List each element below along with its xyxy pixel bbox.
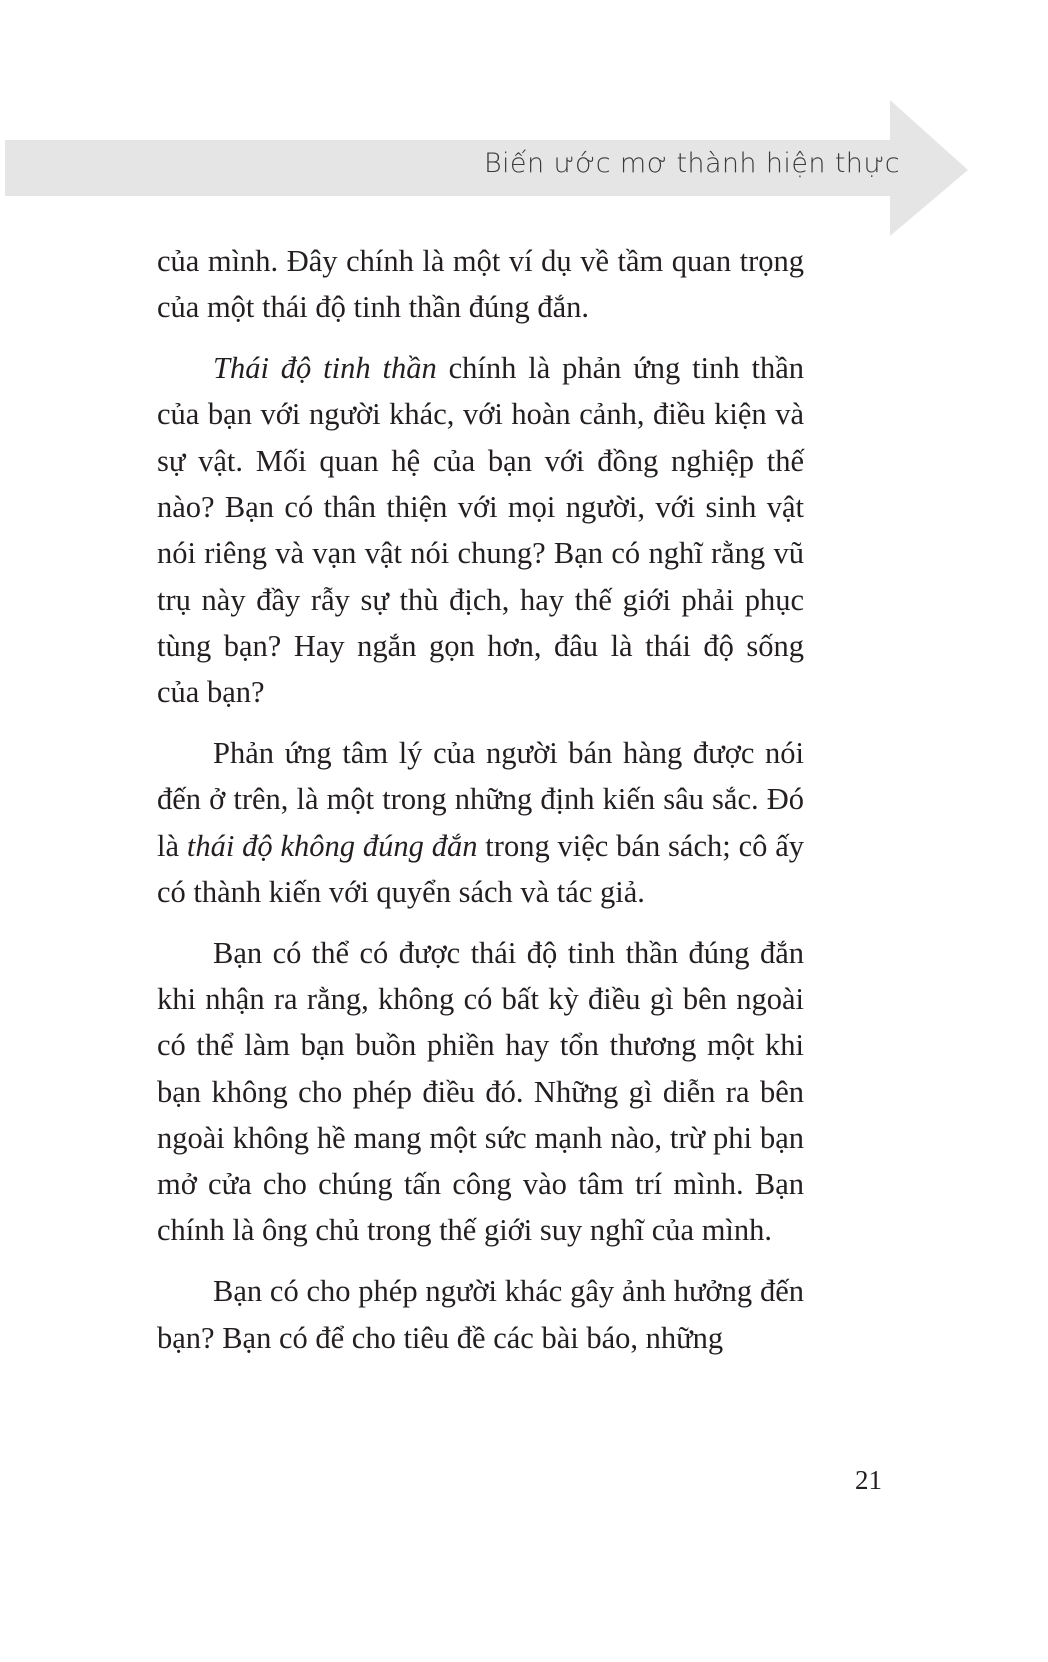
paragraph-3-text-end: trong việc bán sách; cô ấy có thành kiến với quyển sách và tác giả. bbox=[157, 828, 804, 909]
paragraph-3 bbox=[157, 730, 804, 915]
paragraph-4 bbox=[157, 930, 804, 1254]
page-number: 21 bbox=[855, 1465, 882, 1495]
paragraph-2-text: chính là phản ứng tinh thần của bạn với người khác, với hoàn cảnh, điều kiện và sự vật. Mối quan hệ của bạn với đồng nghiệp thế nào? Bạn có thân thiện với mọi người, với sinh vật nói riêng và vạn vật nói chung? Bạn có nghĩ rằng vũ trụ này đầy rẫy sự thù địch, hay thế giới phải phục tùng bạn? Hay ngắn gọn hơn, đâu là thái độ sống của bạn? bbox=[157, 351, 804, 710]
paragraph-4-text: Bạn có thể có được thái độ tinh thần đúng đắn khi nhận ra rằng, không có bất kỳ điều gì bên ngoài có thể làm bạn buồn phiền hay tổn thương một khi bạn không cho phép điều đó. Những gì diễn ra bên ngoài không hề mang một sức mạnh nào, trừ phi bạn mở cửa cho chúng tấn công vào tâm trí mình. Bạn chính là ông chủ trong thế giới suy nghĩ của mình. bbox=[157, 935, 804, 1248]
paragraph-1 bbox=[157, 238, 804, 331]
running-header-title: Biến ước mơ thành hiện thực bbox=[483, 148, 900, 179]
paragraph-2-italic-term: Thái độ tinh thần bbox=[213, 351, 437, 386]
paragraph-5-text: Bạn có cho phép người khác gây ảnh hưởng đến bạn? Bạn có để cho tiêu đề các bài báo, những bbox=[157, 1274, 804, 1355]
paragraph-3-text-start: Phản ứng tâm lý của người bán hàng được nói đến ở trên, là một trong những định kiến sâu sắc. Đó là bbox=[157, 735, 804, 863]
paragraph-2 bbox=[157, 345, 804, 715]
paragraph-5 bbox=[157, 1268, 804, 1361]
paragraph-3-italic-term: thái độ không đúng đắn bbox=[186, 828, 478, 863]
header-arrow-banner bbox=[0, 0, 1048, 260]
paragraph-1-text: của mình. Đây chính là một ví dụ về tầm quan trọng của một thái độ tinh thần đúng đắn. bbox=[157, 244, 804, 325]
body-text bbox=[157, 238, 804, 1375]
